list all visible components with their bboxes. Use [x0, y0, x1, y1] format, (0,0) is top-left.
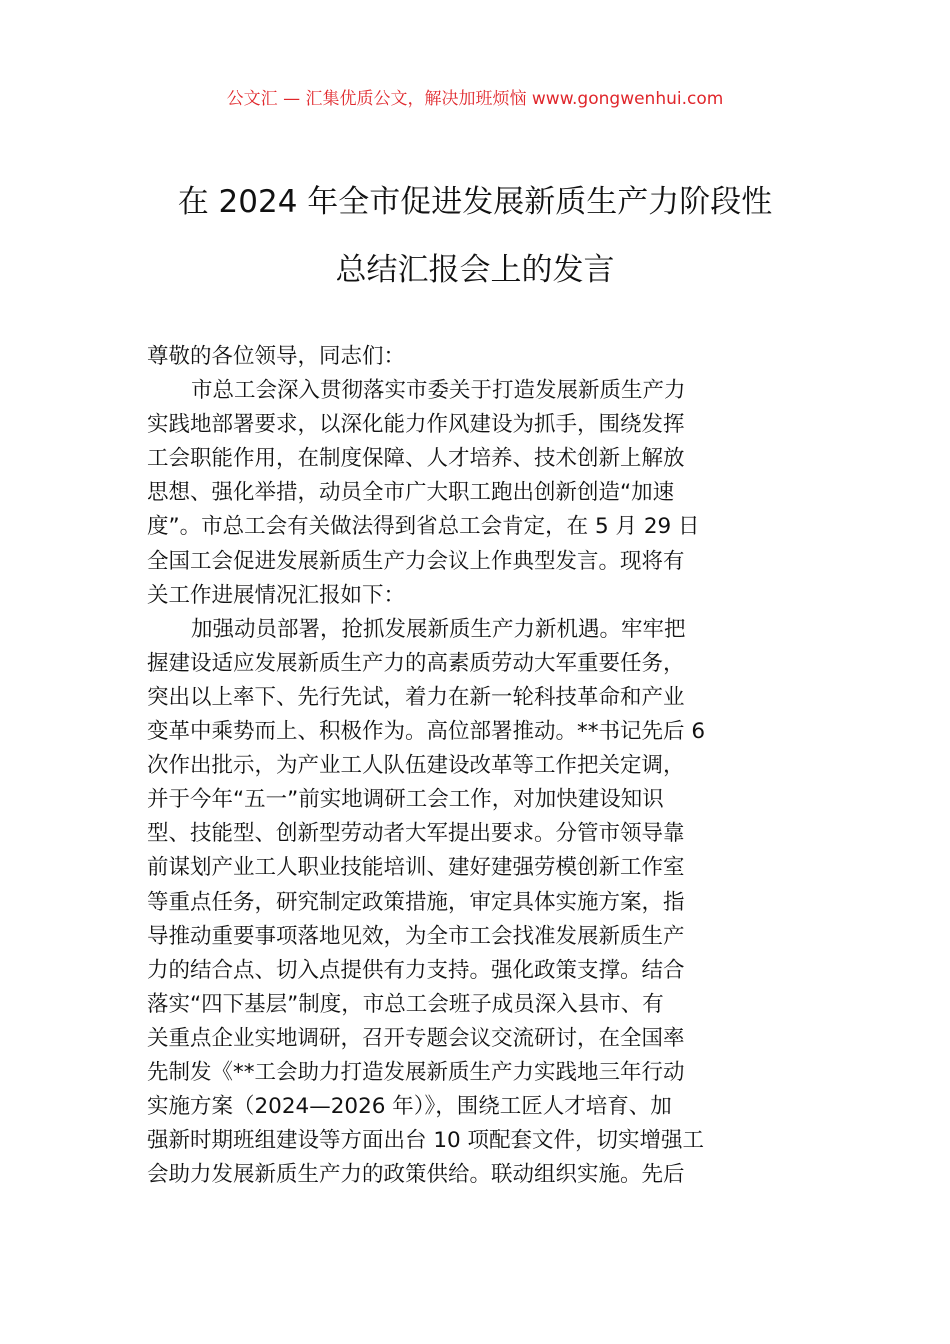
- text-line: 等重点任务，研究制定政策措施，审定具体实施方案，指: [147, 889, 685, 915]
- text-line: 变革中乘势而上、积极作为。高位部署推动。**书记先后 6: [147, 719, 706, 745]
- paragraph-2: [147, 613, 807, 1193]
- text-line: 突出以上率下、先行先试，着力在新一轮科技革命和产业: [147, 684, 685, 710]
- text-line: 次作出批示，为产业工人队伍建设改革等工作把关定调，: [147, 753, 685, 779]
- text-line: 先制发《**工会助力打造发展新质生产力实践地三年行动: [147, 1059, 685, 1085]
- site-watermark-header: 公文汇 — 汇集优质公文，解决加班烦恼 www.gongwenhui.com: [226, 89, 724, 109]
- text-line: 思想、强化举措，动员全市广大职工跑出创新创造“加速: [147, 480, 675, 506]
- text-line: 前谋划产业工人职业技能培训、建好建强劳模创新工作室: [147, 855, 685, 881]
- document-title-line-1: 在 2024 年全市促进发展新质生产力阶段性: [177, 184, 773, 220]
- text-line: 会助力发展新质生产力的政策供给。联动组织实施。先后: [147, 1162, 685, 1188]
- text-line: 实施方案（2024—2026 年）》，围绕工匠人才培育、加: [147, 1094, 672, 1120]
- document-body: [147, 340, 807, 1192]
- text-line: 落实“四下基层”制度，市总工会班子成员深入县市、有: [147, 991, 664, 1017]
- text-line: 工会职能作用，在制度保障、人才培养、技术创新上解放: [147, 446, 685, 472]
- text-line: 力的结合点、切入点提供有力支持。强化政策支撑。结合: [147, 957, 685, 983]
- salutation: 尊敬的各位领导，同志们：: [147, 344, 406, 369]
- text-line: 市总工会深入贯彻落实市委关于打造发展新质生产力: [191, 378, 686, 404]
- text-line: 关工作进展情况汇报如下：: [147, 582, 406, 608]
- text-line: 关重点企业实地调研，召开专题会议交流研讨，在全国率: [147, 1025, 685, 1051]
- text-line: 导推动重要事项落地见效，为全市工会找准发展新质生产: [147, 923, 685, 949]
- text-line: 握建设适应发展新质生产力的高素质劳动大军重要任务，: [147, 650, 685, 676]
- text-line: 并于今年“五一”前实地调研工会工作，对加快建设知识: [147, 787, 664, 813]
- text-line: 度”。市总工会有关做法得到省总工会肯定，在 5 月 29 日: [147, 514, 700, 540]
- text-line: 强新时期班组建设等方面出台 10 项配套文件，切实增强工: [147, 1128, 705, 1154]
- text-line: 实践地部署要求，以深化能力作风建设为抓手，围绕发挥: [147, 412, 685, 438]
- text-line: 型、技能型、创新型劳动者大军提出要求。分管市领导靠: [147, 821, 685, 847]
- paragraph-1: [147, 374, 807, 613]
- document-title-line-2: 总结汇报会上的发言: [335, 252, 615, 288]
- text-line: 全国工会促进发展新质生产力会议上作典型发言。现将有: [147, 548, 685, 574]
- text-line: 加强动员部署，抢抓发展新质生产力新机遇。牢牢把: [191, 616, 686, 642]
